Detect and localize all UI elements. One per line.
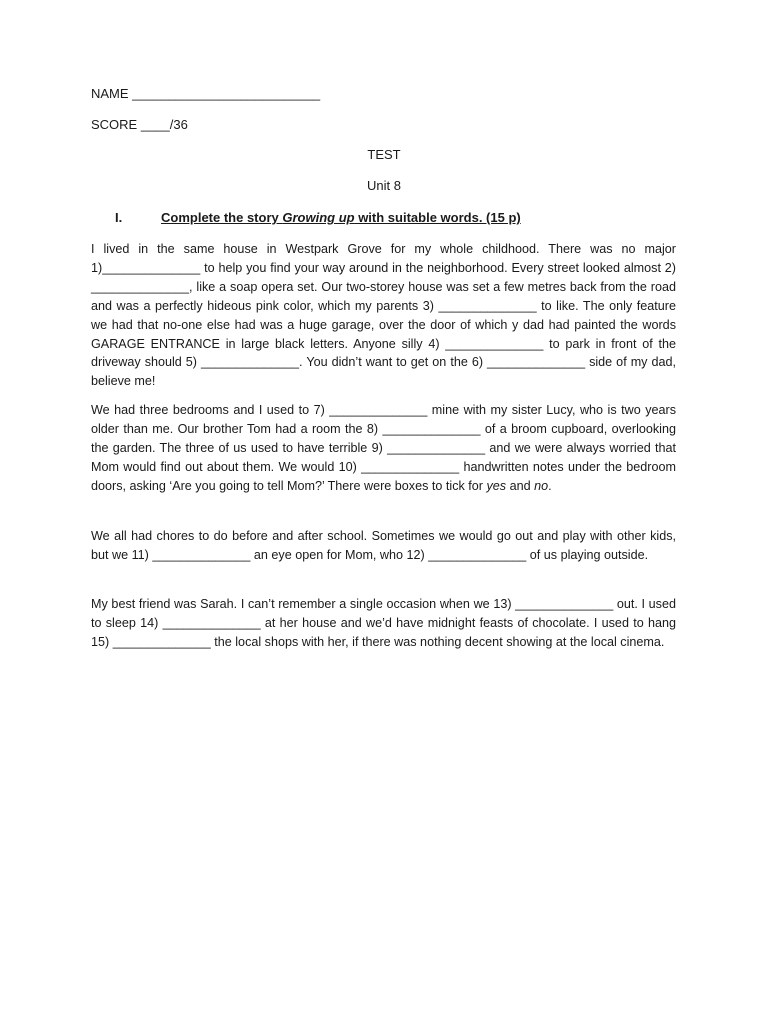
option-no: no xyxy=(534,478,549,493)
section-instruction xyxy=(161,210,521,225)
story-title: Growing up xyxy=(282,210,355,225)
paragraph-2-end: . xyxy=(548,478,552,493)
unit-title: Unit 8 xyxy=(367,178,401,193)
section-number: I. xyxy=(115,210,123,225)
option-yes: yes xyxy=(486,478,507,493)
test-title: TEST xyxy=(367,147,401,162)
story-paragraph-3: We all had chores to do before and after school. Sometimes we would go out and play with other kids, but we 11) ______________ an eye open for Mom, who 12) ______________ of us playing outside. xyxy=(91,529,676,562)
score-field-line: SCORE ____/36 xyxy=(91,117,188,132)
instruction-text-start: Complete the story xyxy=(161,210,283,225)
instruction-text-end: with suitable words. (15 p) xyxy=(354,210,521,225)
story-paragraph-4: My best friend was Sarah. I can’t remember a single occasion when we 13) ______________ out. I used to sleep 14) ______________ at her house and we’d have midnight feasts of chocolate. I used to hang 15) ______________ the local shops with her, if there was nothing decent showing at the local cinema. xyxy=(91,597,676,649)
paragraph-2-text: We had three bedrooms and I used to 7) ______________ mine with my sister Lucy, who is two years older than me. Our brother Tom had a room the 8) ______________ of a broom cupboard, overlooking the garden. The three of us used to have terrible 9) ______________ and we were always worried that Mom would find out about them. We would 10) ______________ handwritten notes under the bedroom doors, asking ‘Are you going to tell Mom?’ There were boxes to tick for xyxy=(91,403,676,493)
story-paragraph-2 xyxy=(91,401,676,496)
paragraph-2-conjunction: and xyxy=(506,478,535,493)
name-field-line: NAME __________________________ xyxy=(91,86,321,101)
story-paragraph-1: I lived in the same house in Westpark Grove for my whole childhood. There was no major 1)______________ to help you find your way around in the neighborhood. Every street looked almost 2) ______________, like a soap opera set. Our two-storey house was set a few metres back from the road and was a perfectly hideous pink color, which my parents 3) ______________ to like. The only feature we had that no-one else had was a huge garage, over the door of which y dad had painted the words GARAGE ENTRANCE in large black letters. Anyone silly 4) ______________ to park in front of the driveway should 5) ______________. You didn’t want to get on the 6) ______________ side of my dad, believe me! xyxy=(91,242,676,389)
section-heading xyxy=(115,210,521,225)
